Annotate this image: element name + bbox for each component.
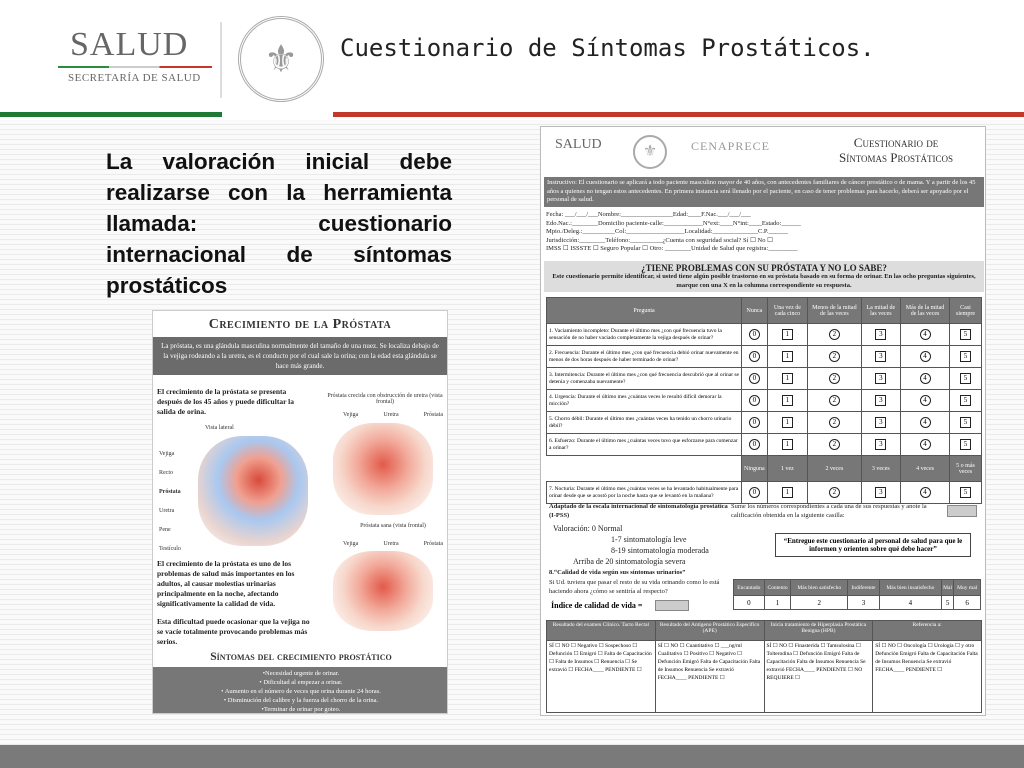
form-instructions: Instructivo: El cuestionario se aplicará a todo paciente masculino mayor de 40 años, con antecedentes familiares de cáncer prostático o de mama. Y a partir de los 45 años a quienes no tengan estos antecedentes. En primera instancia será llenado por el paciente, en caso de tener problemas para hacerlo, deberá ser apoyado por el personal de salud. [544,177,984,207]
form-title [811,135,981,165]
score-option[interactable]: 5 [960,351,971,362]
score-option[interactable]: 0 [749,439,760,450]
nocturia-col: 5 o más veces [950,456,982,482]
score-option[interactable]: 2 [829,329,840,340]
green-accent-bar [0,112,222,117]
score-option[interactable]: 1 [782,329,793,340]
valuation-line: Valoración: 0 Normal [553,524,623,533]
score-option[interactable]: 4 [920,329,931,340]
growth-problem-text: El crecimiento de la próstata es uno de los problemas de salud más importantes en los adultos, al causar molestias urinarias principalmente en la noche, afectando significativamente la calidad de vida. [157,559,295,608]
symptom-item: •Terminar de orinar por goteo. [261,706,341,713]
column-header: Casi siempre [950,298,982,324]
banner-question: ¿TIENE PROBLEMAS CON SU PRÓSTATA Y NO LO SABE? [641,263,887,273]
follow-up-cell[interactable]: SÍ ☐ NO ☐ Oncología ☐ Urología ☐ y otro Defunción Emigró Falta de Capacitación Falta de Insumos Renuencia Se extravió FECHA____ PENDIENTE ☐ [873,641,982,713]
score-valuation [553,523,709,567]
score-option[interactable]: 3 [875,373,886,384]
qol-col: Más bien insatisfecho [879,580,941,596]
form-salud-logo: SALUD [555,137,602,152]
field-line: Mpio./Deleg.:__________Col:__________________Localidad:______________C.P.______ [546,228,788,235]
valuation-line: 8-19 sintomatología moderada [611,546,709,555]
enlarged-prostate-illustration [333,423,433,515]
follow-up-table [546,620,982,713]
logo-subtitle: SECRETARÍA DE SALUD [68,72,201,84]
column-header: Pregunta [547,298,742,324]
bladder-text: Esta dificultad puede ocasionar que la vejiga no se vacíe totalmente provocando problemas más serios. [157,617,310,646]
score-option[interactable]: 1 [782,351,793,362]
infographic-heading: Crecimiento de la Próstata [208,317,392,332]
score-option[interactable]: 3 [875,351,886,362]
score-option[interactable]: 3 [875,439,886,450]
question-row [547,346,982,368]
page-title: Cuestionario de Síntomas Prostáticos. [340,34,875,62]
column-header: Nunca [742,298,768,324]
score-option[interactable]: 5 [960,373,971,384]
score-option[interactable]: 1 [782,395,793,406]
nocturia-col: 4 veces [901,456,950,482]
qol-score[interactable]: 1 [764,596,791,610]
question-row [547,434,982,456]
label-uretra: Uretra [159,508,175,514]
intro-paragraph: La valoración inicial debe realizarse con la herramienta llamada: cuestionario internacional de síntomas prostáticos [106,149,452,298]
question-row [547,390,982,412]
score-option[interactable]: 2 [829,417,840,428]
qol-header-row [734,580,981,596]
healthy-prostate-caption: Próstata sana (vista frontal) [360,523,426,529]
score-option[interactable]: 2 [829,373,840,384]
nocturia-col: 1 vez [767,456,808,482]
symptom-item: •Necesidad urgente de orinar. [262,670,340,677]
qol-col: Mal [941,580,954,596]
score-option[interactable]: 4 [920,487,931,498]
qol-score[interactable]: 5 [941,596,954,610]
score-option[interactable]: 3 [875,395,886,406]
follow-up-cell[interactable]: SÍ ☐ NO ☐ Cuantitativo ☐ ___ng/ml Cualitativo ☐ Positivo ☐ Negativo ☐ Defunción Emigró Falta de Capacitación Falta de Insumos Renuencia Se extravió FECHA____ PENDIENTE ☐ [655,641,764,713]
qol-score[interactable]: 4 [879,596,941,610]
score-option[interactable]: 5 [960,417,971,428]
follow-up-cell[interactable]: SÍ ☐ NO ☐ Finasterida ☐ Tamsulosina ☐ Tolterodina ☐ Defunción Emigró Falta de Capacitación Falta de Insumos Renuencia Se extravió FECHA____ PENDIENTE ☐ NO REQUIERE ☐ [764,641,873,713]
q8-question: Si Ud. tuviera que pasar el resto de su vida orinando como lo está haciendo ahora ¿cómo se sentiría al respecto? [549,579,720,595]
qol-score[interactable]: 6 [954,596,981,610]
score-option[interactable]: 1 [782,439,793,450]
nocturia-row [547,482,982,504]
column-header: Más de la mitad de las veces [901,298,950,324]
quality-of-life-table [733,579,981,610]
qol-col: Encantado [734,580,765,596]
nocturia-question: 7. Nocturia: Durante el último mes ¿cuántas veces se ha levantado habitualmente para orinar desde que se acostó por la noche hasta que se levantó en la mañana? [547,482,742,504]
score-option[interactable]: 1 [782,417,793,428]
follow-up-col: Inicia tratamiento de Hiperplasia Prostática Benigna (HPB) [764,621,873,641]
symptom-questionnaire-form [540,126,986,716]
column-header: Menos de la mitad de las veces [808,298,861,324]
score-option[interactable]: 0 [749,373,760,384]
prostate-growth-infographic [152,310,448,714]
symptom-item: • Aumento en el número de veces que orina durante 24 horas. [221,688,381,695]
valuation-line: Arriba de 20 sintomatología severa [573,557,686,566]
follow-up-col: Resultado del examen Clínico. Tacto Rectal [547,621,656,641]
questions-table [546,297,982,504]
qol-score[interactable]: 2 [791,596,848,610]
score-option[interactable]: 2 [829,395,840,406]
label-uretra-sana: Uretra [383,541,399,547]
red-accent-bar [333,112,1024,117]
growth-text: El crecimiento de la próstata se presenta después de los 45 años y puede dificultar la salida de orina. [157,387,294,416]
deliver-note: “Entregue este cuestionario al personal de salud para que le informen y orienten sobre qué debe hacer” [775,533,971,557]
question-row [547,324,982,346]
quality-index-label: Índice de calidad de vida = [551,601,643,610]
frontal-labels-bottom [343,541,443,547]
quality-index-box[interactable] [655,600,689,611]
label-prostata-frontal: Próstata [423,412,443,418]
question-text: 2. Frecuencia: Durante el último mes ¿con qué frecuencia debió orinar nuevamente en menos de dos horas después de haber terminado de orinar? [547,346,742,368]
question-text: 3. Intermitencia: Durante el último mes ¿con qué frecuencia descubrió que al orinar se detenía y comenzaba nuevamente? [547,368,742,390]
lateral-view-illustration [198,436,308,546]
score-option[interactable]: 0 [749,329,760,340]
sum-instructions: Sume los números correspondientes a cada una de sus respuestas y anote la calificación obtenida en la siguiente casilla: [731,503,927,519]
label-testiculo: Testículo [159,546,181,552]
score-option[interactable]: 5 [960,395,971,406]
cenaprece-logo: CENAPRECE [691,139,771,153]
question-text: 1. Vaciamiento incompleto: Durante el último mes ¿con qué frecuencia tuvo la sensación de no haber vaciado completamente la vejiga después de orinar? [547,324,742,346]
qol-col: Indiferente [848,580,880,596]
enlarged-prostate-caption: Próstata crecida con obstrucción de uretra (vista frontal) [327,393,443,405]
question-text: 4. Urgencia: Durante el último mes ¿cuántas veces le resultó difícil demorar la micción? [547,390,742,412]
score-option[interactable]: 4 [920,395,931,406]
column-header: Una vez de cada cinco [767,298,808,324]
patient-fields [546,211,982,254]
healthy-prostate-illustration [333,551,433,631]
label-vejiga-sana: Vejiga [343,541,359,547]
lateral-labels [159,445,181,559]
score-option[interactable]: 4 [920,373,931,384]
score-option[interactable]: 2 [829,487,840,498]
nocturia-header-row [547,456,982,482]
score-option[interactable]: 3 [875,487,886,498]
label-recto: Recto [159,470,173,476]
qol-col: Contento [764,580,791,596]
follow-up-cell[interactable]: SÍ ☐ NO ☐ Negativo ☐ Sospechoso ☐ Defunción ☐ Emigró ☐ Falta de Capacitación ☐ Falta de Insumos ☐ Renuencia ☐ Se extravió ☐ FECHA____ PENDIENTE ☐ [547,641,656,713]
table-header-row [547,298,982,324]
score-option[interactable]: 0 [749,487,760,498]
score-option[interactable]: 5 [960,329,971,340]
valuation-line: 1-7 sintomatología leve [611,535,687,544]
question-banner [544,261,984,292]
question-text: 5. Chorro débil: Durante el último mes ¿cuántas veces ha tenido un chorro urinario débil? [547,412,742,434]
qol-col: Más bien satisfecho [791,580,848,596]
score-option[interactable]: 4 [920,417,931,428]
symptoms-list [153,667,448,714]
footer-bar [0,745,1024,768]
form-title-line1: Cuestionario de [853,135,939,150]
follow-up-col: Resultado del Antígeno Prostático Específico (APE) [655,621,764,641]
salud-logo [52,28,212,84]
score-option[interactable]: 1 [782,487,793,498]
column-header: La mitad de las veces [861,298,901,324]
field-line: IMSS ☐ ISSSTE ☐ Seguro Popular ☐ Otro: ________Unidad de Salud que registra:_________ [546,245,798,252]
score-option[interactable]: 4 [920,351,931,362]
label-vejiga: Vejiga [159,451,175,457]
score-option[interactable]: 3 [875,417,886,428]
question-row [547,368,982,390]
nocturia-col: 3 veces [861,456,901,482]
question-row [547,412,982,434]
label-prostata: Próstata [159,489,181,495]
follow-up-row [547,641,982,713]
score-option[interactable]: 1 [782,373,793,384]
score-option[interactable]: 4 [920,439,931,450]
symptoms-heading: Síntomas del crecimiento prostático [210,651,392,663]
score-option[interactable]: 5 [960,439,971,450]
score-option[interactable]: 5 [960,487,971,498]
qol-score[interactable]: 3 [848,596,880,610]
score-option[interactable]: 0 [749,395,760,406]
question-rows [547,324,982,456]
symptom-item: • Dificultad al empezar a orinar. [259,679,343,686]
field-line: Jurisdicción:________Teléfono:__________¿Cuenta con seguridad social? Sí ☐ No ☐ [546,236,773,244]
nocturia-col: 2 veces [808,456,861,482]
score-option[interactable]: 2 [829,439,840,450]
label-vejiga-frontal: Vejiga [343,412,359,418]
form-title-line2: Síntomas Prostáticos [838,150,954,165]
ipss-note: Adaptado de la escala internacional de sintomatología prostática (I-PSS) [549,503,728,519]
qol-col: Muy mal [954,580,981,596]
score-option[interactable]: 0 [749,351,760,362]
qol-score-row [734,596,981,610]
label-prostata-sana: Próstata [423,541,443,547]
field-line: Edo.Nac.:________Domicilio paciente-calle:____________N°ext:____N°int:____Estado:______ [546,219,801,227]
q8-title: 8.“Calidad de vida según sus síntomas urinarios” [549,569,686,576]
question-text: 6. Esfuerzo: Durante el último mes ¿cuántas veces tuvo que esforzarse para comenzar a orinar? [547,434,742,456]
banner-subtext: Este cuestionario permite identificar, si usted tiene algún posible trastorno en su próstata basado en su forma de orinar. En las ocho preguntas siguientes, marque con una X en la columna correspondiente su respuesta. [552,273,976,289]
label-pene: Pene [159,527,171,533]
form-header [541,127,986,177]
score-option[interactable]: 2 [829,351,840,362]
field-line: Fecha: ___/___/___Nombre:________________Edad:____F.Nac.___/___/___ [546,211,751,218]
follow-up-header [547,621,982,641]
slide-header [0,0,1024,118]
qol-score[interactable]: 0 [734,596,765,610]
frontal-labels-top [343,412,443,418]
vista-lateral-label: Vista lateral [205,425,234,431]
national-seal-icon: ⚜ [238,16,324,102]
symptom-item: • Disminución del calibre y la fuerza del chorro de la orina. [223,697,379,704]
score-option[interactable]: 0 [749,417,760,428]
score-option[interactable]: 3 [875,329,886,340]
total-score-box[interactable] [947,505,977,517]
infographic-intro: La próstata, es una glándula masculina normalmente del tamaño de una nuez. Se localiza debajo de la vejiga rodeando a la uretra, es el conducto por el cual sale la orina; con la edad esta glándula se hace más grande. [153,337,447,375]
form-seal-icon: ⚜ [633,135,667,169]
label-uretra-frontal: Uretra [383,412,399,418]
header-divider [220,22,222,98]
follow-up-col: Referencia a: [873,621,982,641]
logo-color-rule [58,66,212,68]
nocturia-col: Ninguna [742,456,768,482]
logo-title: SALUD [70,26,189,63]
